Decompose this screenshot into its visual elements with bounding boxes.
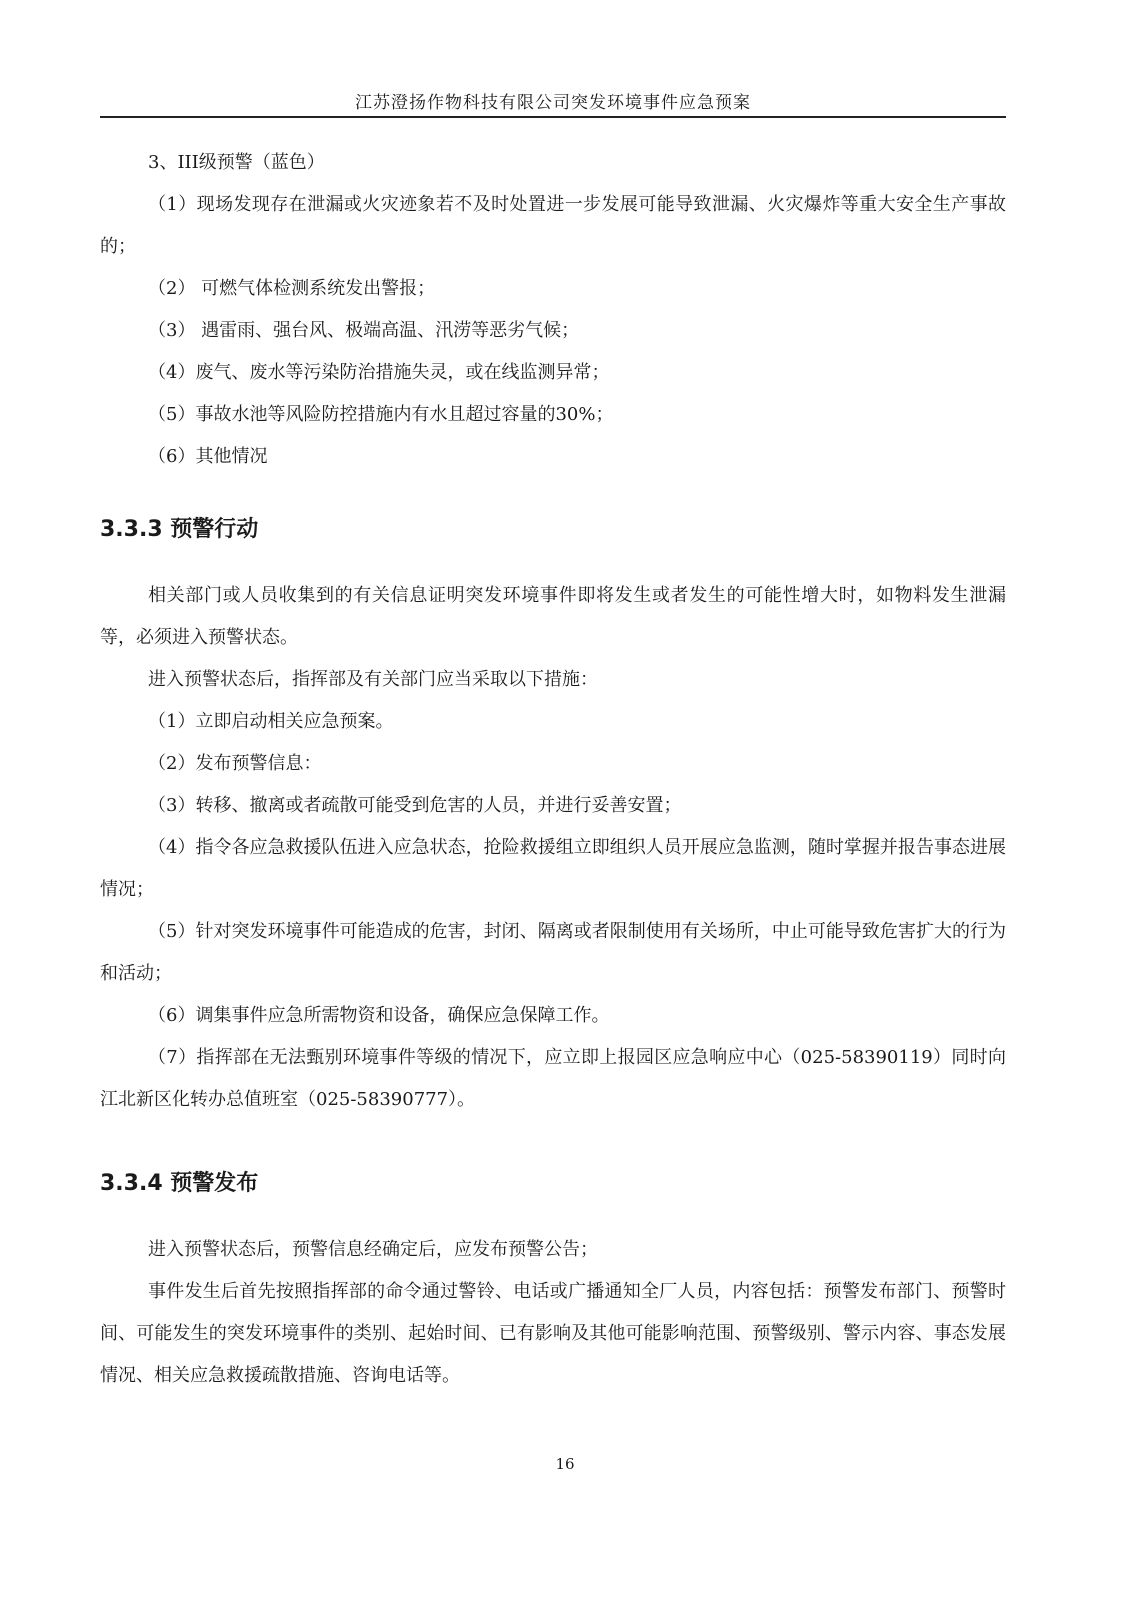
list-item: （2） 可燃气体检测系统发出警报； [148, 278, 436, 299]
list-item: （1）现场发现存在泄漏或火灾迹象若不及时处置进一步发展可能导致泄漏、火灾爆炸等重大安全生产事故的； [100, 194, 1006, 257]
section-heading-warning-action: 3.3.3 预警行动 [100, 517, 259, 542]
list-item: （6）调集事件应急所需物资和设备，确保应急保障工作。 [148, 1005, 610, 1026]
page-number: 16 [555, 1455, 575, 1473]
paragraph: 事件发生后首先按照指挥部的命令通过警铃、电话或广播通知全厂人员，内容包括：预警发布部门、预警时间、可能发生的突发环境事件的类别、起始时间、已有影响及其他可能影响范围、预警级别、警示内容、事态发展情况、相关应急救援疏散措施、咨询电话等。 [100, 1281, 1006, 1386]
list-item: （1）立即启动相关应急预案。 [148, 711, 394, 732]
section-heading-warning-release: 3.3.4 预警发布 [100, 1171, 259, 1196]
paragraph: 进入预警状态后，预警信息经确定后，应发布预警公告； [148, 1239, 598, 1260]
list-item: （2）发布预警信息： [148, 753, 322, 774]
list-item: （3） 遇雷雨、强台风、极端高温、汛涝等恶劣气候； [148, 320, 580, 341]
paragraph: 相关部门或人员收集到的有关信息证明突发环境事件即将发生或者发生的可能性增大时，如物料发生泄漏等，必须进入预警状态。 [100, 585, 1006, 648]
list-item: （7）指挥部在无法甄别环境事件等级的情况下，应立即上报园区应急响应中心（025-58390119）同时向江北新区化转办总值班室（025-58390777）。 [100, 1047, 1006, 1110]
warning-level-iii-title: 3、III级预警（蓝色） [148, 152, 325, 173]
list-item: （3）转移、撤离或者疏散可能受到危害的人员，并进行妥善安置； [148, 795, 682, 816]
header-divider [100, 116, 1006, 118]
list-item: （6）其他情况 [148, 446, 268, 467]
paragraph: 进入预警状态后，指挥部及有关部门应当采取以下措施： [148, 669, 598, 690]
document-header: 江苏澄扬作物科技有限公司突发环境事件应急预案 [355, 93, 751, 113]
list-item: （4）指令各应急救援队伍进入应急状态，抢险救援组立即组织人员开展应急监测，随时掌握并报告事态进展情况； [100, 837, 1006, 900]
list-item: （4）废气、废水等污染防治措施失灵，或在线监测异常； [148, 362, 610, 383]
list-item: （5）针对突发环境事件可能造成的危害，封闭、隔离或者限制使用有关场所，中止可能导致危害扩大的行为和活动； [100, 921, 1006, 984]
list-item: （5）事故水池等风险防控措施内有水且超过容量的30%； [148, 404, 614, 425]
